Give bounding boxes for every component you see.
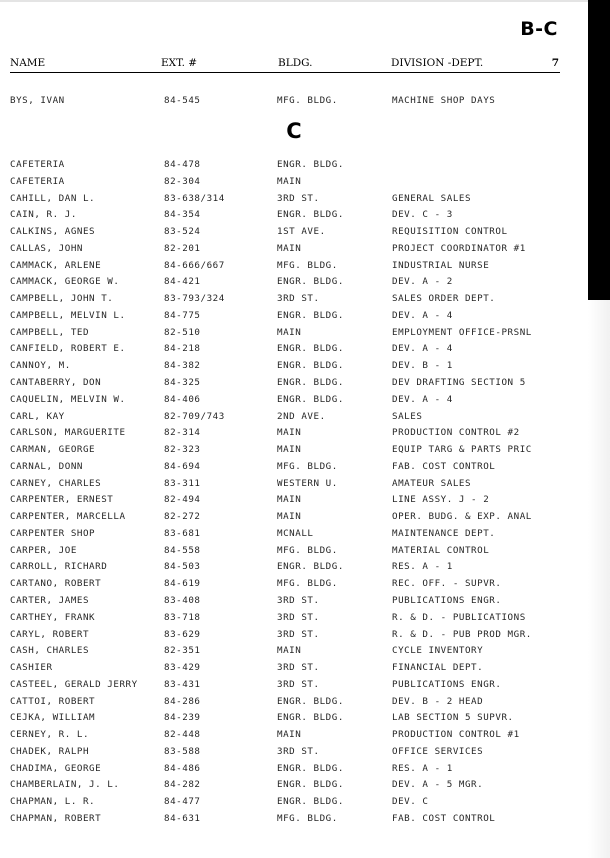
entry-name: CAIN, R. J.: [10, 209, 77, 221]
header-division: DIVISION -DEPT.: [391, 57, 484, 69]
entry-extension: 82-351: [164, 645, 201, 657]
entry-division: REC. OFF. - SUPVR.: [392, 578, 502, 590]
entry-extension: 83-638/314: [164, 192, 225, 204]
entry-extension: 84-694: [164, 460, 201, 472]
entry-extension: 83-431: [164, 678, 201, 690]
entry-division: DEV. B - 2 HEAD: [392, 695, 484, 707]
entry-name: CARPENTER, MARCELLA: [10, 511, 126, 523]
directory-row: [0, 729, 588, 743]
directory-row: [0, 444, 588, 458]
entry-extension: 82-272: [164, 511, 201, 523]
directory-row: [0, 494, 588, 508]
directory-row: [0, 763, 588, 777]
entry-division: EQUIP TARG & PARTS PRIC: [392, 444, 532, 456]
entry-building: MAIN: [277, 645, 302, 657]
entry-extension: 84-631: [164, 813, 201, 825]
directory-row: [0, 612, 588, 626]
entry-extension: 84-325: [164, 377, 201, 388]
entry-building: MFG. BLDG.: [277, 259, 338, 271]
entry-name: CASH, CHARLES: [10, 645, 90, 657]
entry-extension: 84-503: [164, 561, 201, 573]
directory-row: [0, 662, 588, 676]
directory-row: [0, 394, 588, 408]
entry-division: R. & D. - PUBLICATIONS: [392, 611, 526, 623]
directory-row: [0, 310, 588, 324]
directory-row: [0, 461, 588, 475]
entry-name: CAHILL, DAN L.: [10, 192, 96, 204]
entry-extension: 84-218: [164, 343, 201, 355]
entry-division: DEV. A - 4: [392, 343, 453, 355]
header-ext: EXT. #: [161, 57, 198, 69]
entry-building: 3RD ST.: [277, 745, 320, 757]
entry-extension: 84-282: [164, 779, 201, 791]
entry-extension: 82-201: [164, 242, 201, 254]
entry-name: CANNOY, M.: [10, 360, 71, 372]
entry-building: ENGR. BLDG.: [277, 796, 344, 808]
entry-name: CARPENTER SHOP: [10, 527, 96, 539]
header-name: NAME: [10, 57, 46, 69]
entry-name: CATTOI, ROBERT: [10, 695, 96, 707]
entry-name: CAMPBELL, JOHN T.: [10, 293, 114, 305]
entry-name: CAFETERIA: [10, 175, 65, 187]
entry-extension: 82-304: [164, 175, 201, 187]
entry-building: ENGR. BLDG.: [277, 695, 344, 707]
directory-row: [0, 796, 588, 810]
entry-building: ENGR. BLDG.: [277, 159, 344, 170]
directory-row: [0, 645, 588, 659]
entry-building: MAIN: [277, 242, 302, 254]
entry-building: MFG. BLDG.: [277, 460, 338, 472]
entry-extension: 84-666/667: [164, 259, 225, 271]
entry-building: MAIN: [277, 729, 302, 741]
entry-extension: 83-629: [164, 628, 201, 640]
directory-row: [0, 578, 588, 592]
entry-name: CARPER, JOE: [10, 544, 77, 556]
entry-name: CARNEY, CHARLES: [10, 477, 102, 489]
entry-name: CALKINS, AGNES: [10, 226, 96, 238]
entry-name: CAFETERIA: [10, 159, 65, 170]
page-number: 7: [551, 57, 559, 69]
entry-division: FAB. COST CONTROL: [392, 813, 496, 825]
directory-row: [0, 779, 588, 793]
directory-row: [0, 95, 588, 109]
entry-division: DEV. A - 4: [392, 393, 453, 405]
entry-name: CAMMACK, GEORGE W.: [10, 276, 120, 288]
entry-name: CAMMACK, ARLENE: [10, 259, 102, 271]
entry-division: FINANCIAL DEPT.: [392, 662, 484, 674]
entry-division: INDUSTRIAL NURSE: [392, 259, 490, 271]
entry-name: CASHIER: [10, 662, 53, 674]
entry-extension: 84-478: [164, 159, 201, 170]
entry-extension: 83-311: [164, 477, 201, 489]
entry-name: CARNAL, DONN: [10, 460, 83, 472]
entry-name: CARL, KAY: [10, 410, 65, 422]
entry-division: REQUISITION CONTROL: [392, 226, 508, 238]
directory-row: [0, 276, 588, 290]
entry-name: CHAPMAN, ROBERT: [10, 813, 102, 825]
entry-extension: 82-494: [164, 494, 201, 506]
entry-division: FAB. COST CONTROL: [392, 460, 496, 472]
entry-name: CEJKA, WILLIAM: [10, 712, 96, 724]
entry-extension: 83-429: [164, 662, 201, 674]
entry-extension: 82-510: [164, 326, 201, 338]
entry-division: DEV. C - 3: [392, 209, 453, 221]
entry-division: RES. A - 1: [392, 561, 453, 573]
directory-row: [0, 696, 588, 710]
directory-row: [0, 209, 588, 223]
directory-row: [0, 813, 588, 827]
entry-division: PROJECT COORDINATOR #1: [392, 242, 526, 254]
entry-building: ENGR. BLDG.: [277, 393, 344, 405]
directory-row: [0, 511, 588, 525]
entry-extension: 84-406: [164, 393, 201, 405]
entry-extension: 84-286: [164, 695, 201, 707]
entry-name: CANTABERRY, DON: [10, 377, 102, 388]
entry-building: 3RD ST.: [277, 611, 320, 623]
entry-building: ENGR. BLDG.: [277, 377, 344, 388]
entry-building: MAIN: [277, 326, 302, 338]
entry-division: MATERIAL CONTROL: [392, 544, 490, 556]
entry-division: DEV DRAFTING SECTION 5: [392, 377, 526, 388]
entry-division: PUBLICATIONS ENGR.: [392, 678, 502, 690]
entry-division: MACHINE SHOP DAYS: [392, 95, 496, 106]
entry-name: CARROLL, RICHARD: [10, 561, 108, 573]
entry-extension: 83-718: [164, 611, 201, 623]
entry-name: CANFIELD, ROBERT E.: [10, 343, 126, 355]
header-bldg: BLDG.: [278, 57, 313, 69]
directory-row: [0, 427, 588, 441]
directory-row: [0, 679, 588, 693]
entry-extension: 82-314: [164, 427, 201, 439]
directory-row: [0, 226, 588, 240]
entry-division: R. & D. - PUB PROD MGR.: [392, 628, 532, 640]
entry-name: CARYL, ROBERT: [10, 628, 90, 640]
entry-building: ENGR. BLDG.: [277, 276, 344, 288]
entry-extension: 84-354: [164, 209, 201, 221]
entry-extension: 83-588: [164, 745, 201, 757]
entry-name: CERNEY, R. L.: [10, 729, 90, 741]
entry-building: MAIN: [277, 494, 302, 506]
entry-building: 3RD ST.: [277, 678, 320, 690]
entry-building: 3RD ST.: [277, 293, 320, 305]
entry-name: CALLAS, JOHN: [10, 242, 83, 254]
entry-name: CARTHEY, FRANK: [10, 611, 96, 623]
entry-division: OPER. BUDG. & EXP. ANAL: [392, 511, 532, 523]
directory-row: [0, 243, 588, 257]
entry-building: MFG. BLDG.: [277, 578, 338, 590]
entry-division: PRODUCTION CONTROL #1: [392, 729, 520, 741]
entry-building: MFG. BLDG.: [277, 813, 338, 825]
entry-division: DEV. B - 1: [392, 360, 453, 372]
entry-extension: 84-558: [164, 544, 201, 556]
entry-division: PRODUCTION CONTROL #2: [392, 427, 520, 439]
entry-division: DEV. C: [392, 796, 429, 808]
directory-row: [0, 260, 588, 274]
entry-division: SALES: [392, 410, 423, 422]
entry-extension: 84-421: [164, 276, 201, 288]
entry-division: DEV. A - 5 MGR.: [392, 779, 484, 791]
directory-row: [0, 712, 588, 726]
entry-building: WESTERN U.: [277, 477, 338, 489]
entry-division: OFFICE SERVICES: [392, 745, 484, 757]
entry-name: CAQUELIN, MELVIN W.: [10, 393, 126, 405]
entry-building: MFG. BLDG.: [277, 95, 338, 106]
entry-extension: 84-239: [164, 712, 201, 724]
entry-division: DEV. A - 2: [392, 276, 453, 288]
directory-row: [0, 595, 588, 609]
directory-row: [0, 478, 588, 492]
entry-extension: 84-775: [164, 309, 201, 321]
entry-name: CARMAN, GEORGE: [10, 444, 96, 456]
entry-extension: 82-709/743: [164, 410, 225, 422]
directory-row: [0, 377, 588, 391]
page-margin-shadow: [588, 300, 610, 858]
entry-building: ENGR. BLDG.: [277, 779, 344, 791]
directory-row: [0, 193, 588, 207]
entry-division: AMATEUR SALES: [392, 477, 472, 489]
entry-building: ENGR. BLDG.: [277, 360, 344, 372]
entry-extension: 84-486: [164, 762, 201, 774]
directory-row: [0, 528, 588, 542]
directory-row: [0, 629, 588, 643]
entry-name: CAMPBELL, TED: [10, 326, 90, 338]
entry-extension: 84-382: [164, 360, 201, 372]
entry-building: ENGR. BLDG.: [277, 561, 344, 573]
directory-row: [0, 293, 588, 307]
entry-division: SALES ORDER DEPT.: [392, 293, 496, 305]
entry-building: 1ST AVE.: [277, 226, 326, 238]
entry-building: MAIN: [277, 511, 302, 523]
entry-building: MFG. BLDG.: [277, 544, 338, 556]
directory-row: [0, 360, 588, 374]
directory-row: [0, 545, 588, 559]
directory-row: [0, 343, 588, 357]
entry-name: CAMPBELL, MELVIN L.: [10, 309, 126, 321]
page-edge: [0, 0, 588, 2]
entry-name: CARPENTER, ERNEST: [10, 494, 114, 506]
letter-heading: C: [286, 119, 302, 143]
directory-row: [0, 411, 588, 425]
directory-row: [0, 327, 588, 341]
section-range: B-C: [520, 18, 558, 40]
entry-extension: 83-793/324: [164, 293, 225, 305]
entry-name: CARTANO, ROBERT: [10, 578, 102, 590]
entry-division: LINE ASSY. J - 2: [392, 494, 490, 506]
column-header-row: [10, 56, 560, 73]
entry-extension: 82-448: [164, 729, 201, 741]
entry-building: ENGR. BLDG.: [277, 209, 344, 221]
entry-name: CHADIMA, GEORGE: [10, 762, 102, 774]
entry-division: PUBLICATIONS ENGR.: [392, 595, 502, 607]
entry-division: LAB SECTION 5 SUPVR.: [392, 712, 514, 724]
entry-name: BYS, IVAN: [10, 95, 65, 106]
entry-extension: 83-681: [164, 527, 201, 539]
entry-name: CASTEEL, GERALD JERRY: [10, 678, 138, 690]
entry-division: RES. A - 1: [392, 762, 453, 774]
entry-name: CHADEK, RALPH: [10, 745, 90, 757]
entry-division: EMPLOYMENT OFFICE-PRSNL: [392, 326, 532, 338]
entry-name: CHAMBERLAIN, J. L.: [10, 779, 120, 791]
entry-name: CARTER, JAMES: [10, 595, 90, 607]
entry-building: 3RD ST.: [277, 662, 320, 674]
entry-building: MAIN: [277, 427, 302, 439]
directory-row: [0, 746, 588, 760]
directory-row: [0, 176, 588, 190]
entry-extension: 83-408: [164, 595, 201, 607]
entry-extension: 84-545: [164, 95, 201, 106]
entry-division: DEV. A - 4: [392, 309, 453, 321]
entry-building: ENGR. BLDG.: [277, 309, 344, 321]
directory-row: [0, 159, 588, 173]
index-tab-marker: [588, 0, 610, 300]
entry-building: ENGR. BLDG.: [277, 712, 344, 724]
entry-building: MAIN: [277, 444, 302, 456]
entry-building: 3RD ST.: [277, 192, 320, 204]
entry-building: 3RD ST.: [277, 595, 320, 607]
entry-division: GENERAL SALES: [392, 192, 472, 204]
entry-building: ENGR. BLDG.: [277, 762, 344, 774]
entry-building: 2ND AVE.: [277, 410, 326, 422]
entry-extension: 84-477: [164, 796, 201, 808]
entry-name: CHAPMAN, L. R.: [10, 796, 96, 808]
entry-division: MAINTENANCE DEPT.: [392, 527, 496, 539]
entry-building: ENGR. BLDG.: [277, 343, 344, 355]
entry-extension: 82-323: [164, 444, 201, 456]
entry-building: 3RD ST.: [277, 628, 320, 640]
entry-division: CYCLE INVENTORY: [392, 645, 484, 657]
entry-name: CARLSON, MARGUERITE: [10, 427, 126, 439]
directory-row: [0, 561, 588, 575]
entry-extension: 84-619: [164, 578, 201, 590]
entry-extension: 83-524: [164, 226, 201, 238]
entry-building: MCNALL: [277, 527, 314, 539]
entry-building: MAIN: [277, 175, 302, 187]
